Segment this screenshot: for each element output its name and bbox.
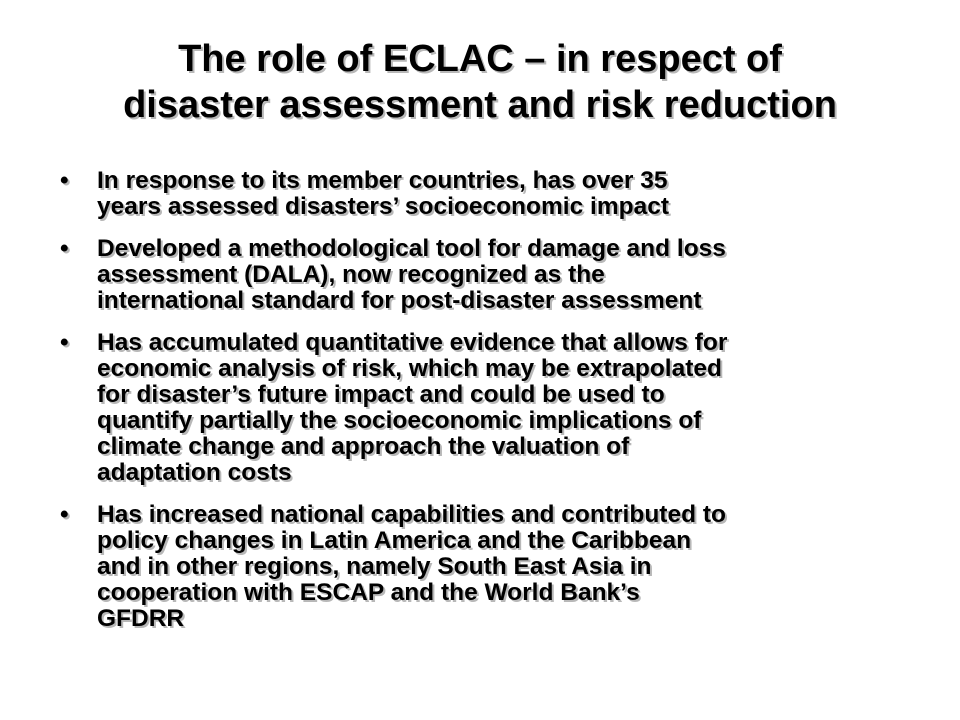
title-line: The role of ECLAC – in respect of	[178, 38, 782, 80]
bullet-item	[60, 236, 930, 314]
bullet-item	[60, 502, 930, 632]
bullet-text-line: for disaster’s future impact and could be used to	[97, 381, 665, 408]
bullet-marker: •	[60, 167, 69, 194]
bullet-item	[60, 330, 930, 486]
bullet-text-line: adaptation costs	[97, 459, 292, 486]
bullet-item	[60, 168, 930, 220]
bullet-text-line: economic analysis of risk, which may be extrapolated	[97, 355, 722, 382]
bullet-text-line: international standard for post-disaster assessment	[97, 287, 702, 314]
bullet-text-line: In response to its member countries, has over 35	[97, 167, 668, 194]
bullet-text-line: cooperation with ESCAP and the World Bank’s	[97, 579, 640, 606]
bullet-text-line: policy changes in Latin America and the Caribbean	[97, 527, 692, 554]
bullet-list	[60, 168, 930, 648]
bullet-marker: •	[60, 501, 69, 528]
bullet-text-line: quantify partially the socioeconomic implications of	[97, 407, 702, 434]
bullet-text-line: Has increased national capabilities and contributed to	[97, 501, 726, 528]
slide-title	[40, 36, 920, 128]
bullet-text-line: climate change and approach the valuation of	[97, 433, 630, 460]
bullet-marker: •	[60, 329, 69, 356]
bullet-text-line: assessment (DALA), now recognized as the	[97, 261, 605, 288]
bullet-text-line: Has accumulated quantitative evidence that allows for	[97, 329, 728, 356]
bullet-text-line: years assessed disasters’ socioeconomic impact	[97, 193, 669, 220]
bullet-text-line: Developed a methodological tool for damage and loss	[97, 235, 726, 262]
title-line: disaster assessment and risk reduction	[123, 84, 837, 126]
bullet-marker: •	[60, 235, 69, 262]
bullet-text-line: GFDRR	[97, 605, 185, 632]
bullet-text-line: and in other regions, namely South East Asia in	[97, 553, 652, 580]
